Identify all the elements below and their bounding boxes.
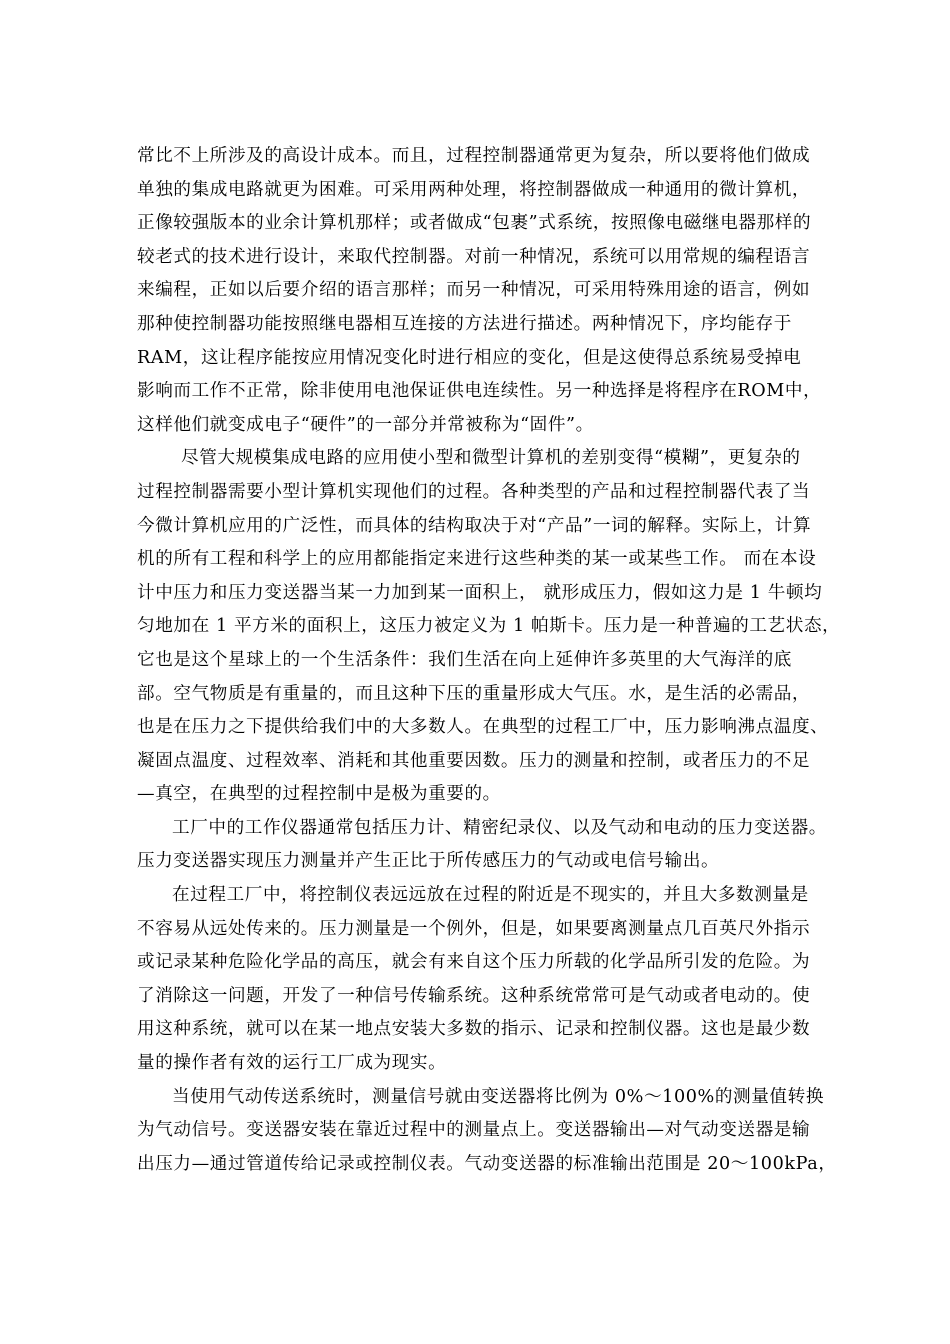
text-line: 影响而工作不正常，除非使用电池保证供电连续性。另一种选择是将程序在ROM中， xyxy=(137,381,822,402)
text-line: 单独的集成电路就更为困难。可采用两种处理，将控制器做成一种通用的微计算机， xyxy=(137,179,811,200)
text-line: 今微计算机应用的广泛性，而具体的结构取决于对“产品”一词的解释。实际上，计算 xyxy=(137,515,812,536)
text-line: 不容易从远处传来的。压力测量是一个例外，但是，如果要离测量点几百英尺外指示 xyxy=(137,918,811,939)
paragraph-start-line: 在过程工厂中，将控制仪表远远放在过程的附近是不现实的，并且大多数测量是 xyxy=(172,885,809,906)
text-line: 出压力—通过管道传给记录或控制仪表。气动变送器的标准输出范围是 20～100kPa， xyxy=(137,1153,837,1174)
text-line: 部。空气物质是有重量的，而且这种下压的重量形成大气压。水，是生活的必需品， xyxy=(137,683,811,704)
text-line: 那种使控制器功能按照继电器相互连接的方法进行描述。两种情况下，序均能存于 xyxy=(137,313,792,334)
body-text xyxy=(137,140,853,1181)
text-line: 压力变送器实现压力测量并产生正比于所传感压力的气动或电信号输出。 xyxy=(137,851,720,872)
text-line: 计中压力和压力变送器当某一力加到某一面积上， 就形成压力，假如这力是 1 牛顿均 xyxy=(137,582,823,603)
text-line: 量的操作者有效的运行工厂成为现实。 xyxy=(137,1053,447,1074)
text-line: 这样他们就变成电子“硬件”的一部分并常被称为“固件”。 xyxy=(137,414,594,435)
text-line: 正像较强版本的业余计算机那样；或者做成“包裹”式系统，按照像电磁继电器那样的 xyxy=(137,213,812,234)
text-line: 了消除这一问题，开发了一种信号传输系统。这种系统常常可是气动或者电动的。使 xyxy=(137,985,811,1006)
text-line: 也是在压力之下提供给我们中的大多数人。在典型的过程工厂中，压力影响沸点温度、 xyxy=(137,717,829,738)
text-line: 较老式的技术进行设计，来取代控制器。对前一种情况，系统可以用常规的编程语言 xyxy=(137,246,811,267)
paragraph-start-line: 当使用气动传送系统时，测量信号就由变送器将比例为 0%～100%的测量值转换 xyxy=(172,1086,825,1107)
text-line: 机的所有工程和科学上的应用都能指定来进行这些种类的某一或某些工作。 而在本设 xyxy=(137,549,817,570)
text-line: 凝固点温度、过程效率、消耗和其他重要因数。压力的测量和控制，或者压力的不足 xyxy=(137,750,811,771)
text-line: 来编程，正如以后要介绍的语言那样；而另一种情况，可采用特殊用途的语言，例如 xyxy=(137,280,811,301)
text-line: 或记录某种危险化学品的高压，就会有来自这个压力所载的化学品所引发的危险。为 xyxy=(137,952,811,973)
text-line: —真空，在典型的过程控制中是极为重要的。 xyxy=(137,784,501,805)
text-line: 过程控制器需要小型计算机实现他们的过程。各种类型的产品和过程控制器代表了当 xyxy=(137,481,811,502)
text-line: 它也是这个星球上的一个生活条件：我们生活在向上延伸许多英里的大气海洋的底 xyxy=(137,649,792,670)
text-line: RAM，这让程序能按应用情况变化时进行相应的变化，但是这使得总系统易受掉电 xyxy=(137,347,802,368)
paragraph-start-line: 工厂中的工作仪器通常包括压力计、精密纪录仪、以及气动和电动的压力变送器。 xyxy=(172,817,827,838)
text-line: 用这种系统，就可以在某一地点安装大多数的指示、记录和控制仪器。这也是最少数 xyxy=(137,1019,811,1040)
text-line: 匀地加在 1 平方米的面积上，这压力被定义为 1 帕斯卡。压力是一种普遍的工艺状态， xyxy=(137,616,841,637)
text-line: 常比不上所涉及的高设计成本。而且，过程控制器通常更为复杂，所以要将他们做成 xyxy=(137,146,811,166)
text-line: 为气动信号。变送器安装在靠近过程中的测量点上。变送器输出—对气动变送器是输 xyxy=(137,1120,811,1141)
paragraph-start-line: 尽管大规模集成电路的应用使小型和微型计算机的差别变得“模糊”，更复杂的 xyxy=(181,448,801,469)
